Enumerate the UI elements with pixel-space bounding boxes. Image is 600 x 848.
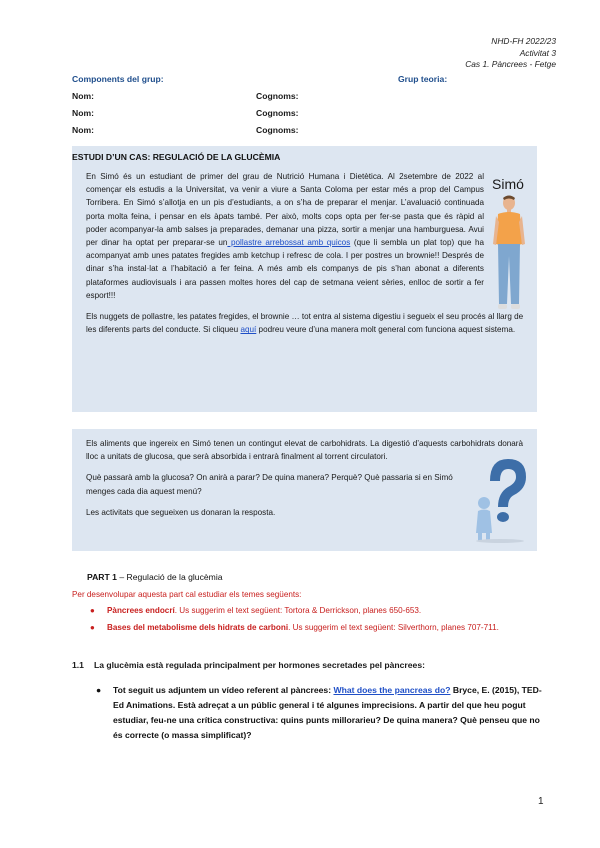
bullet-icon: ●	[96, 685, 102, 695]
question-mark-figure-image	[472, 451, 530, 548]
list-item: ● Tot seguit us adjuntem un vídeo referent al pàncrees: What does the pancreas do? Bryce, E. (2015), TED-Ed Animations. Està adreçat a un públic general i té algunes imprecisions. A partir del que heu pogut estudiar, feu-ne una crítica constructiva: quins punts millorarieu? De quina manera? Què penseu que no és correcte (o massa simplificat)?	[96, 685, 542, 740]
surnames-label: Cognoms:	[256, 125, 299, 135]
theory-group-label: Grup teoria:	[398, 74, 448, 84]
document-header	[465, 36, 556, 71]
surnames-label: Cognoms:	[256, 108, 299, 118]
case-paragraph: En Simó és un estudiant de primer del grau de Nutrició Humana i Dietètica. Al 2setembre de 2022 al començar els estudis a la Universitat, va venir a viure a Santa Coloma per estar més a prop del Campus Torribera. En Simó s’allotja en un pis d’estudiants, a on s’ha de preparar el menjar. L’avaluació continuada porta molta feina, i pensar en els àpats també. Per això, molts cops opta per fer-se pasta que és ràpid al poder acompanyar-la amb salses ja preparades, demanar una pizza, sortir a menjar una hamburguesa. Avui per dinar ha optat per preparar-se un pollastre arrebossat amb quicos (que li sembla un plat top) que ha acompanyat amb unes patates fregides amb ketchup i refresc de cola. I per postres un brownie!! Després de dinar s’ha instal·lat a l’habitació a fer feina. A més amb els companys de pis s’han abonat a diferents plataformes audiovisuals i ara passen moltes hores del cap de setmana veient sèries, enlloc de sortir a fer esport!!!	[86, 172, 484, 300]
bullet-icon: ●	[90, 623, 95, 632]
digestive-system-link[interactable]: aquí	[240, 325, 257, 335]
bullet-icon: ●	[90, 606, 95, 615]
carbohydrates-text	[86, 437, 523, 519]
member-row	[72, 91, 542, 108]
page-number: 1	[538, 796, 544, 807]
list-item: ● Pàncrees endocrí. Us suggerim el text següent: Tortora & Derrickson, planes 650-653.	[90, 606, 422, 615]
box-paragraph: Què passarà amb la glucosa? On anirà a parar? De quina manera? Perquè? Què passaria si en Simó menges cada dia aquest menú?	[86, 473, 453, 496]
case-paragraph: Els nuggets de pollastre, les patates fregides, el brownie … tot entra al sistema digestiu i segueix el seu procés al llarg de les diferents parts del conducte. Si cliqueu aquí podreu veure d’una manera molt general com funciona aquest sistema.	[86, 312, 524, 335]
surnames-label: Cognoms:	[256, 91, 299, 101]
question-number: 1.1	[72, 660, 84, 670]
header-course: NHD-FH 2022/23	[491, 36, 556, 46]
question-1-1	[72, 660, 425, 670]
box-paragraph: Els aliments que ingereix en Simó tenen un contingut elevat de carbohidrats. La digestió d’aquests carbohidrats donarà lloc a unitats de glucosa, que serà absorbida i entrarà finalment al torrent circulatori.	[86, 439, 523, 462]
case-study-title: ESTUDI D’UN CAS: REGULACIÓ DE LA GLUCÈMIA	[72, 152, 281, 162]
carbohydrates-box	[72, 429, 537, 551]
case-study-text	[86, 170, 526, 336]
name-label: Nom:	[72, 125, 94, 135]
member-row	[72, 108, 542, 125]
header-activity: Activitat 3	[519, 47, 556, 58]
pancreas-video-link[interactable]: What does the pancreas do?	[333, 685, 451, 695]
name-label: Nom:	[72, 91, 94, 101]
part1-title: PART 1 – Regulació de la glucèmia	[87, 572, 223, 582]
group-members-table	[72, 74, 542, 142]
question-text: La glucèmia està regulada principalment per hormones secretades pel pàncrees:	[94, 660, 425, 670]
components-label: Components del grup:	[72, 74, 164, 84]
character-name: Simó	[492, 176, 524, 192]
name-label: Nom:	[72, 108, 94, 118]
box-paragraph: Les activitats que segueixen us donaran la resposta.	[86, 507, 276, 517]
chicken-recipe-link[interactable]: pollastre arrebossat amb quicos	[227, 238, 351, 248]
list-item: ● Bases del metabolisme dels hidrats de carboni. Us suggerim el text següent: Silverthorn, planes 707-711.	[90, 623, 499, 632]
part1-intro: Per desenvolupar aquesta part cal estudiar els temes següents:	[72, 590, 302, 599]
header-case: Cas 1. Pàncrees - Fetge	[465, 59, 556, 69]
case-study-box	[72, 146, 537, 412]
member-row	[72, 125, 542, 142]
